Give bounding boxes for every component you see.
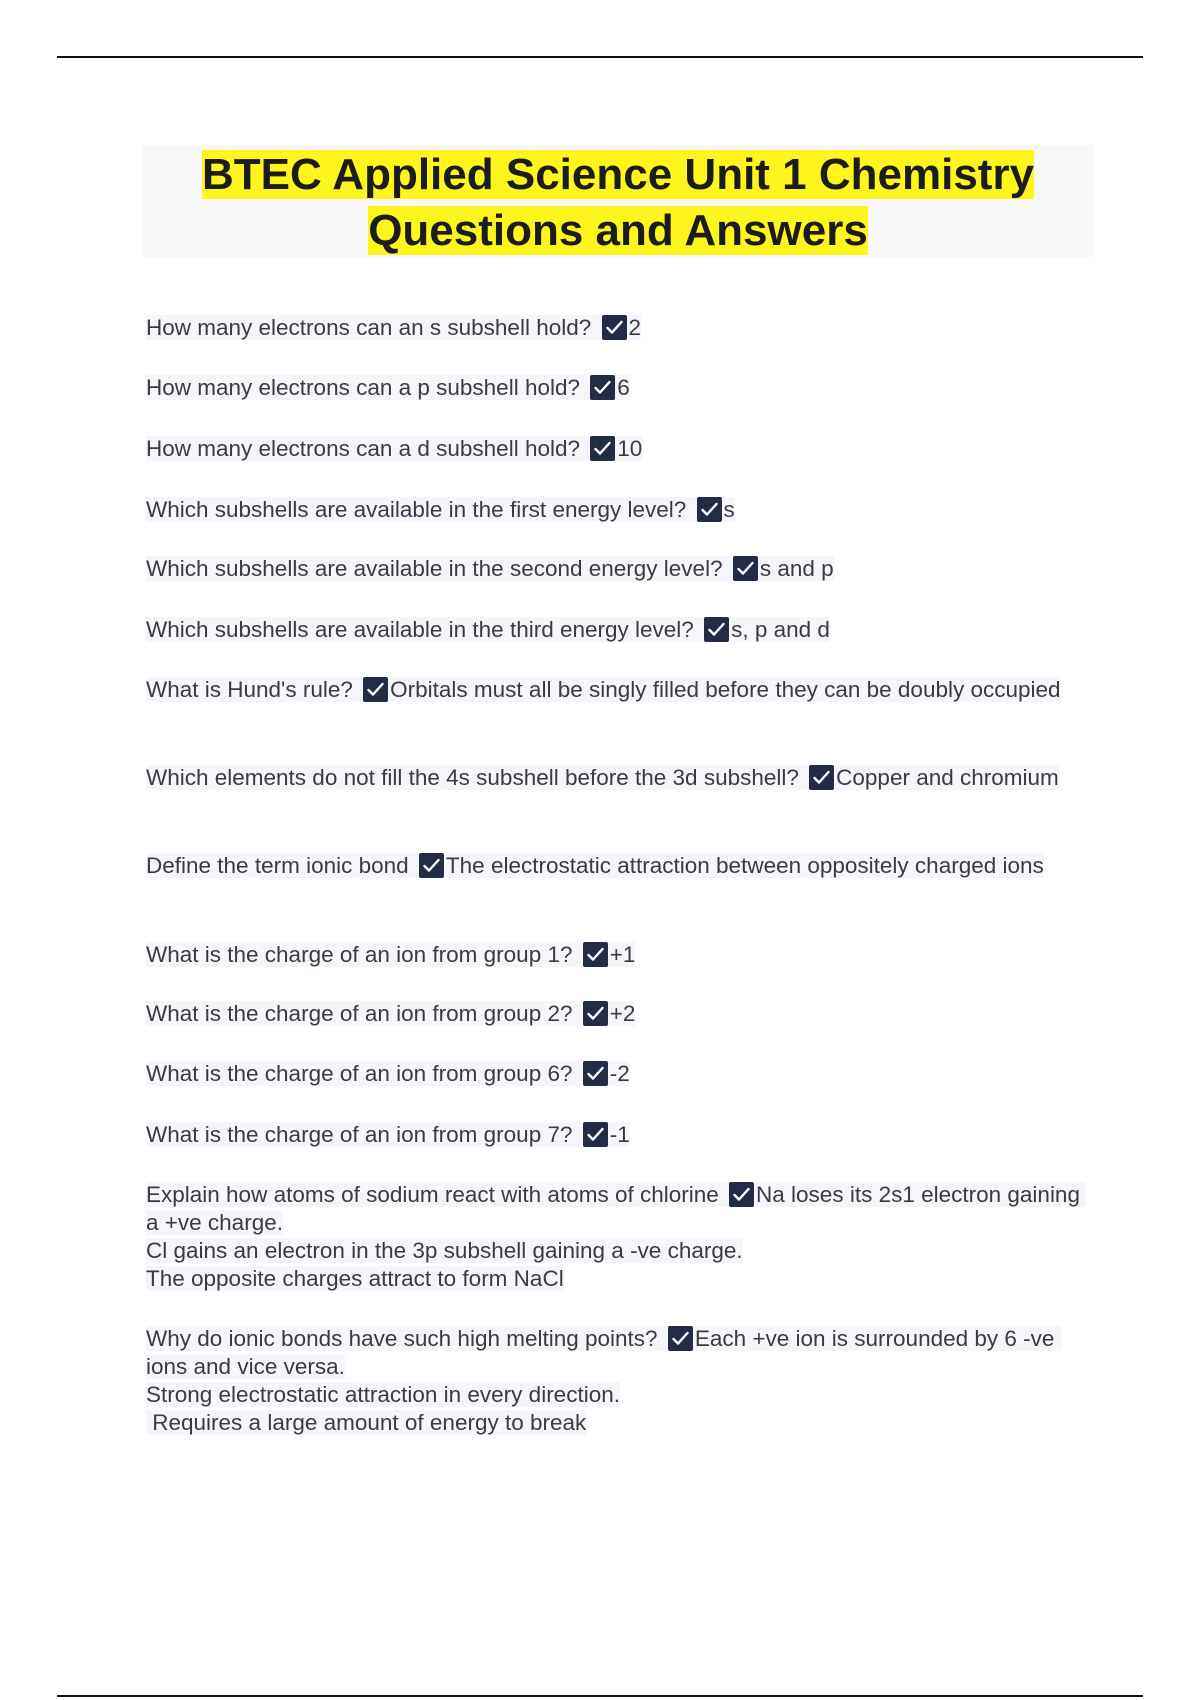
page-title [143,145,1093,257]
qa-item [146,1121,1086,1149]
answer-text: Each +ve ion is surrounded by 6 -ve ions and vice versa. Strong electrostatic attraction in every direction. Requires a large amount of energy to break [146,1326,1055,1435]
question-text: What is the charge of an ion from group 2? [146,1001,573,1026]
title-line-1: BTEC Applied Science Unit 1 Chemistry [201,150,1035,199]
question-text: How many electrons can an s subshell hold? [146,315,592,340]
qa-item [146,1181,1086,1293]
check-icon [419,853,444,878]
qa-item [146,676,1086,704]
answer-text: +1 [609,942,636,967]
answer-text: s, p and d [731,617,830,642]
answer-text: -2 [609,1061,630,1086]
question-text: Which subshells are available in the second energy level? [146,556,723,581]
title-line-2: Questions and Answers [368,206,868,255]
question-text: Which subshells are available in the first energy level? [146,497,687,522]
check-icon [583,1061,608,1086]
qa-item [146,852,1086,880]
answer-text: +2 [609,1001,636,1026]
qa-item [146,435,1086,463]
question-text: What is Hund's rule? [146,677,353,702]
qa-item [146,1325,1086,1437]
check-icon [583,1122,608,1147]
answer-text: -1 [609,1122,630,1147]
answer-text: 2 [628,315,642,340]
qa-item [146,941,1086,969]
answer-text: 10 [617,436,643,461]
answer-text: Na loses its 2s1 electron gaining a +ve charge. Cl gains an electron in the 3p subshell gaining a -ve charge. The opposite charges attract to form NaCl [146,1182,1080,1291]
footer-rule [57,1695,1143,1697]
check-icon [733,556,758,581]
qa-item [146,1060,1086,1088]
question-text: Which elements do not fill the 4s subshell before the 3d subshell? [146,765,799,790]
question-text: How many electrons can a p subshell hold? [146,375,580,400]
check-icon [729,1182,754,1207]
question-text: What is the charge of an ion from group 7? [146,1122,573,1147]
qa-item [146,314,1086,342]
check-icon [704,617,729,642]
check-icon [668,1326,693,1351]
qa-item [146,555,1086,583]
question-text: Define the term ionic bond [146,853,409,878]
check-icon [583,1001,608,1026]
question-text: Explain how atoms of sodium react with atoms of chlorine [146,1182,719,1207]
qa-item [146,374,1086,402]
question-text: Which subshells are available in the third energy level? [146,617,694,642]
header-rule [57,56,1143,58]
check-icon [590,375,615,400]
answer-text: Orbitals must all be singly filled before they can be doubly occupied [390,677,1061,702]
qa-item [146,764,1086,792]
question-text: What is the charge of an ion from group 6? [146,1061,573,1086]
check-icon [697,497,722,522]
answer-text: s [723,497,735,522]
answer-text: 6 [617,375,630,400]
question-text: Why do ionic bonds have such high melting points? [146,1326,658,1351]
check-icon [363,677,388,702]
check-icon [602,315,627,340]
answer-text: Copper and chromium [836,765,1059,790]
question-text: How many electrons can a d subshell hold? [146,436,580,461]
check-icon [590,436,615,461]
answer-text: The electrostatic attraction between oppositely charged ions [445,853,1044,878]
answer-text: s and p [759,556,834,581]
qa-item [146,616,1086,644]
question-text: What is the charge of an ion from group 1? [146,942,573,967]
qa-item [146,496,1086,524]
check-icon [809,765,834,790]
qa-item [146,1000,1086,1028]
check-icon [583,942,608,967]
